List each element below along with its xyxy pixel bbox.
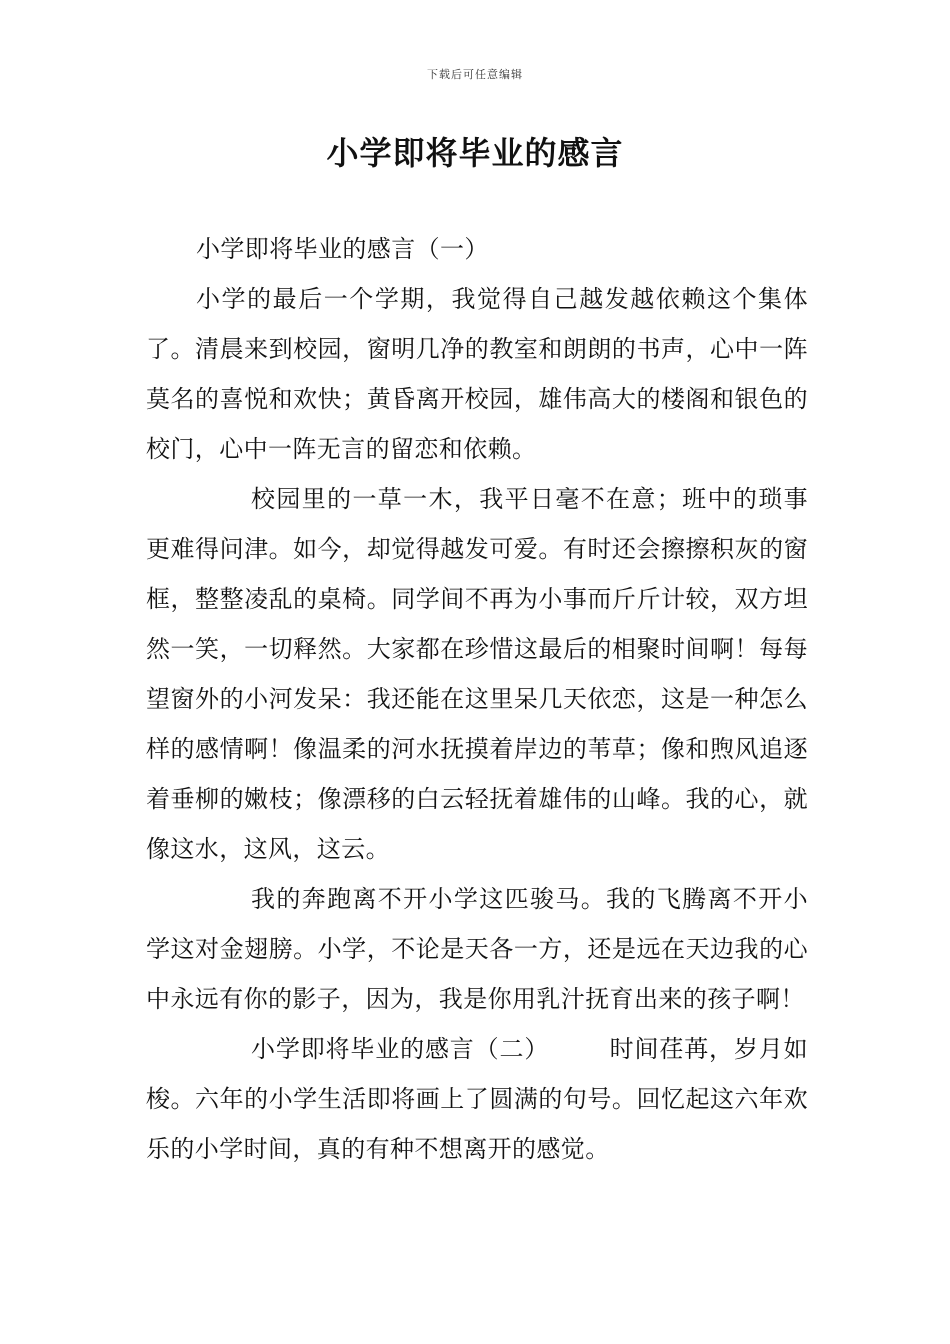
paragraph-3: 我的奔跑离不开小学这匹骏马。我的飞腾离不开小学这对金翅膀。小学，不论是天各一方，还是远在天边我的心中永远有你的影子，因为，我是你用乳汁抚育出来的孩子啊！ (146, 885, 808, 1013)
section-heading-one: 小学即将毕业的感言（一） (196, 235, 489, 263)
document-title: 小学即将毕业的感言 (326, 134, 624, 172)
header-note: 下载后可任意编辑 (427, 68, 523, 81)
paragraph-1: 小学的最后一个学期，我觉得自己越发越依赖这个集体了。清晨来到校园，窗明几净的教室和朗朗的书声，心中一阵莫名的喜悦和欢快；黄昏离开校园，雄伟高大的楼阁和银色的校门，心中一阵无言的留恋和依赖。 (146, 285, 808, 463)
section-heading-two: 小学即将毕业的感言（二） (251, 1035, 550, 1063)
paragraph-4 (146, 1024, 808, 1174)
paragraph-2: 校园里的一草一木，我平日毫不在意；班中的琐事更难得问津。如今，却觉得越发可爱。有时还会擦擦积灰的窗框，整整凌乱的桌椅。同学间不再为小事而斤斤计较，双方坦然一笑，一切释然。大家都在珍惜这最后的相聚时间啊！每每望窗外的小河发呆：我还能在这里呆几天依恋，这是一种怎么样的感情啊！像温柔的河水抚摸着岸边的苇草；像和煦风追逐着垂柳的嫩枝；像漂移的白云轻抚着雄伟的山峰。我的心，就像这水，这风，这云。 (146, 485, 808, 863)
paragraph-4-text: 时间荏苒，岁月如梭。六年的小学生活即将画上了圆满的句号。回忆起这六年欢乐的小学时间，真的有种不想离开的感觉。 (146, 1035, 808, 1163)
document-body (146, 224, 808, 1174)
